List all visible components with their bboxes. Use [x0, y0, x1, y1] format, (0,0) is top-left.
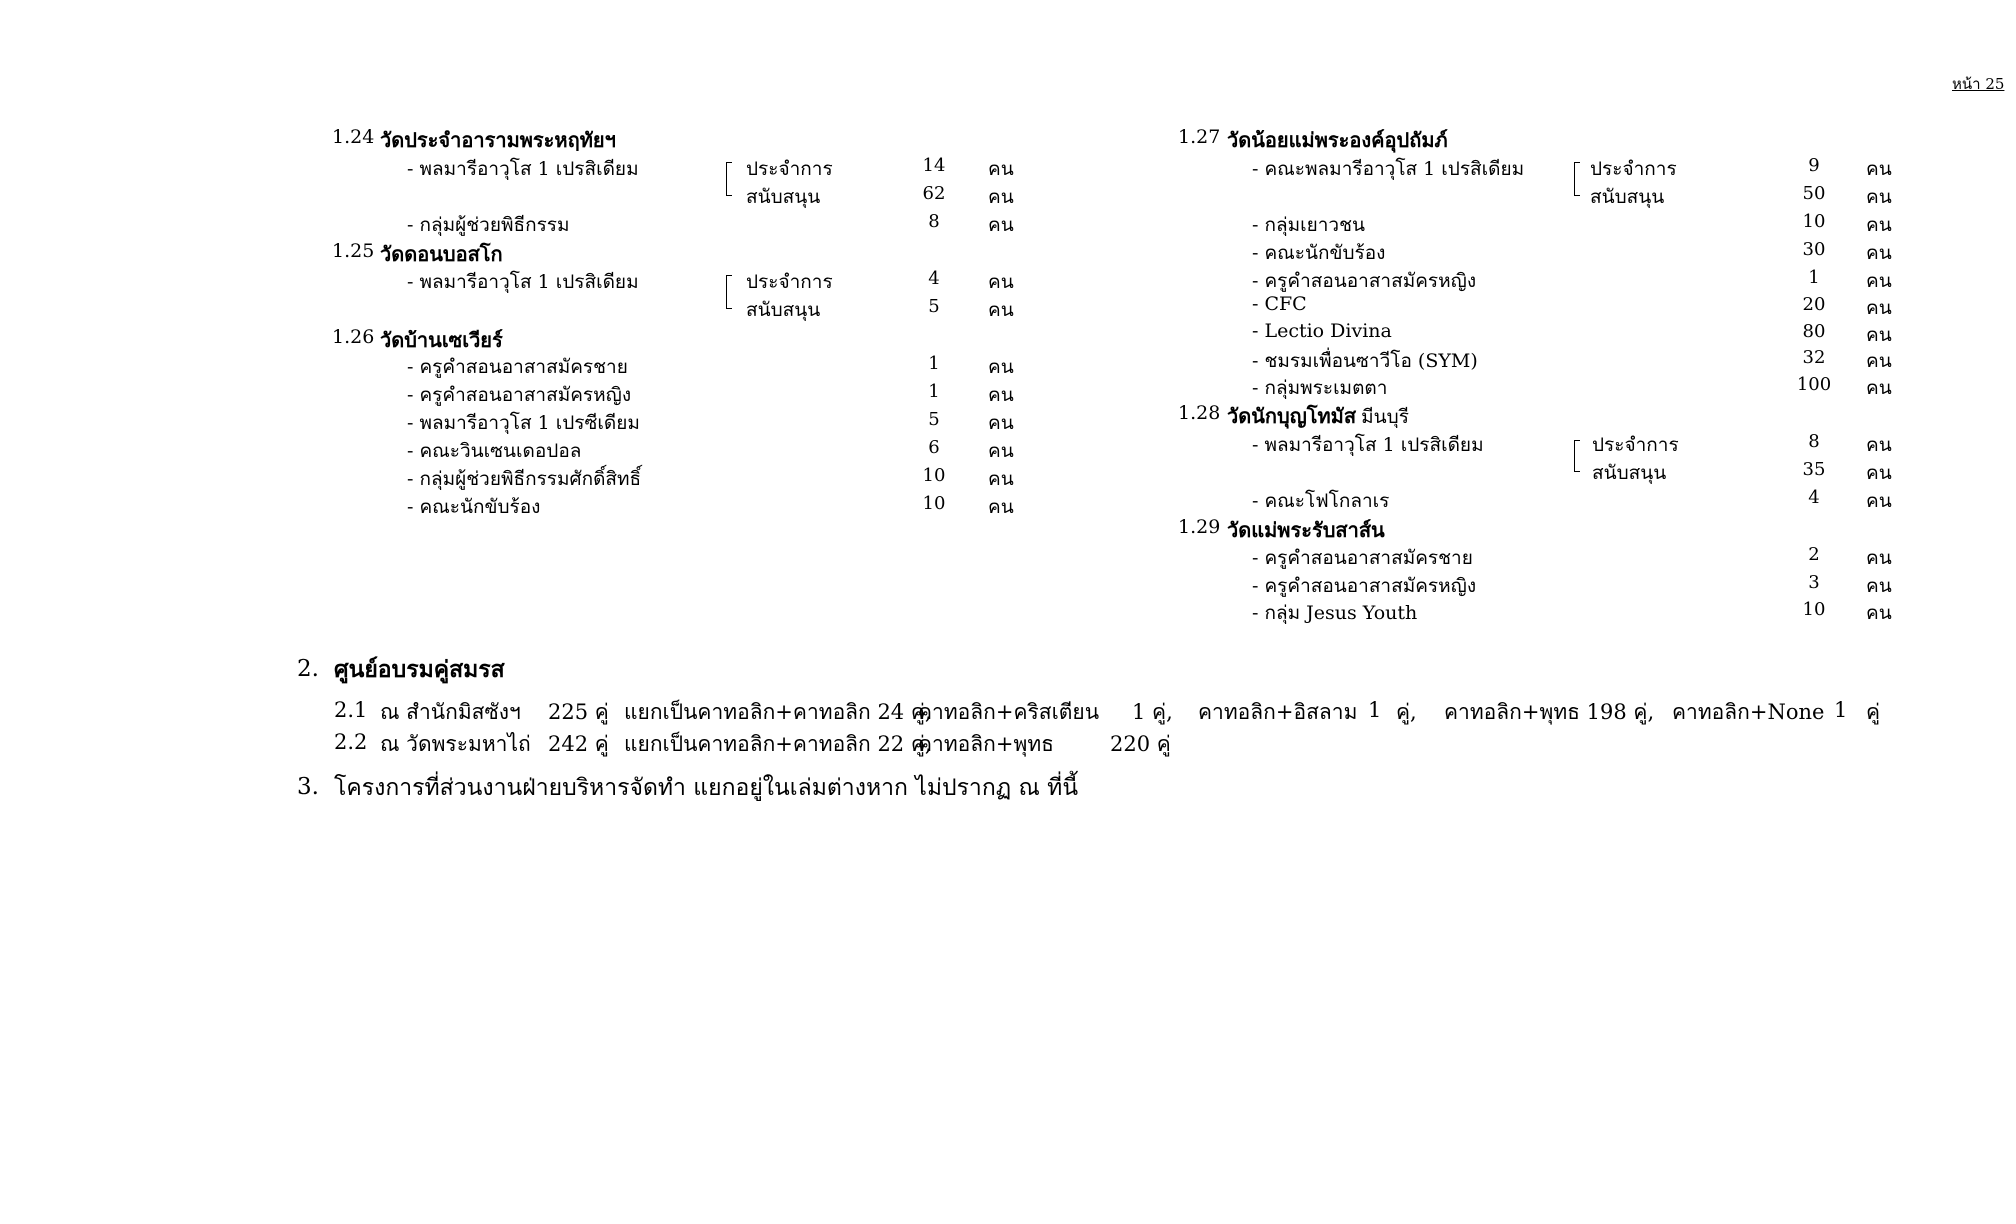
unit-label: คน [988, 412, 1014, 434]
group-label: - กลุ่มผู้ช่วยพิธีกรรมศักดิ์สิทธิ์ [407, 468, 642, 490]
unit-label: คน [1866, 547, 1892, 569]
group-label: - คณะนักขับร้อง [1252, 242, 1386, 264]
split-unit: คู่, [1396, 700, 1417, 724]
page-number: หน้า 25 [1952, 75, 2005, 93]
member-count: 1 [928, 381, 940, 402]
sub-label: ประจำการ [746, 158, 833, 180]
split-name: คาทอลิก+อิสลาม [1198, 700, 1358, 724]
split-name: คาทอลิก+None [1672, 700, 1825, 724]
member-count: 5 [928, 296, 940, 317]
group-label: - คณะนักขับร้อง [407, 496, 541, 518]
sub-label: สนับสนุน [1592, 462, 1667, 484]
place-label: ณ สำนักมิสซังฯ [380, 700, 521, 724]
member-count: 1 [1808, 267, 1820, 288]
member-count: 10 [1802, 211, 1826, 232]
member-count: 100 [1796, 374, 1832, 395]
member-count: 1 [928, 353, 940, 374]
split-intro: แยกเป็นคาทอลิก+คาทอลิก 24 คู่, [624, 700, 932, 724]
group-label: - ครูคำสอนอาสาสมัครหญิง [1252, 270, 1477, 292]
section-title: วัดแม่พระรับสาส์น [1227, 518, 1385, 542]
member-count: 35 [1802, 459, 1826, 480]
split-count: 1 [1834, 698, 1848, 722]
bracket-icon [726, 162, 732, 196]
section-title: วัดนักบุญโทมัส [1227, 404, 1357, 428]
member-count: 10 [922, 493, 946, 514]
section-number: 1.25 [332, 240, 375, 262]
member-count: 32 [1802, 347, 1826, 368]
line-number: 2.2 [334, 730, 368, 754]
section-title: ศูนย์อบรมคู่สมรส [334, 656, 505, 683]
member-count: 6 [928, 437, 940, 458]
unit-label: คน [988, 440, 1014, 462]
split-entry: คาทอลิก+พุทธ 198 คู่, [1444, 700, 1655, 724]
member-count: 62 [922, 183, 946, 204]
member-count: 4 [1808, 487, 1820, 508]
group-label: - กลุ่มผู้ช่วยพิธีกรรม [407, 214, 570, 236]
group-label: - ชมรมเพื่อนซาวีโอ (SYM) [1252, 350, 1478, 372]
section-text: โครงการที่ส่วนงานฝ่ายบริหารจัดทำ แยกอยู่ในเล่มต่างหาก ไม่ปรากฏ ณ ที่นี้ [334, 775, 1079, 801]
split-count: 1 [1368, 698, 1382, 722]
bracket-icon [726, 275, 732, 309]
unit-label: คน [1866, 324, 1892, 346]
unit-label: คน [1866, 214, 1892, 236]
sub-label: สนับสนุน [1590, 186, 1665, 208]
group-label: - ครูคำสอนอาสาสมัครหญิง [1252, 575, 1477, 597]
unit-label: คน [1866, 434, 1892, 456]
group-label: - พลมารีอาวุโส 1 เปรซีเดียม [407, 412, 640, 434]
member-count: 14 [922, 155, 946, 176]
unit-label: คน [988, 158, 1014, 180]
section-number: 1.28 [1178, 402, 1221, 424]
unit-label: คน [1866, 377, 1892, 399]
section-title: วัดน้อยแม่พระองค์อุปถัมภ์ [1227, 128, 1448, 152]
group-label: - กลุ่ม Jesus Youth [1252, 602, 1418, 624]
member-count: 4 [928, 268, 940, 289]
bracket-icon [1574, 440, 1580, 472]
member-count: 80 [1802, 321, 1826, 342]
unit-label: คน [1866, 242, 1892, 264]
sub-label: สนับสนุน [746, 186, 821, 208]
unit-label: คน [988, 214, 1014, 236]
unit-label: คน [1866, 270, 1892, 292]
group-label: - คณะโฟโกลาเร [1252, 490, 1390, 512]
member-count: 9 [1808, 155, 1820, 176]
unit-label: คน [1866, 602, 1892, 624]
split-intro: แยกเป็นคาทอลิก+คาทอลิก 22 คู่, [624, 732, 932, 756]
member-count: 50 [1802, 183, 1826, 204]
total-couples: 242 คู่ [548, 732, 609, 756]
section-number: 1.29 [1178, 516, 1221, 538]
member-count: 2 [1808, 544, 1820, 565]
group-label: - ครูคำสอนอาสาสมัครหญิง [407, 384, 632, 406]
sub-label: ประจำการ [746, 271, 833, 293]
unit-label: คน [1866, 297, 1892, 319]
bracket-icon [1574, 162, 1580, 196]
sub-label: สนับสนุน [746, 299, 821, 321]
member-count: 10 [1802, 599, 1826, 620]
unit-label: คน [988, 299, 1014, 321]
split-count: 220 คู่ [1110, 732, 1171, 756]
section-number: 1.26 [332, 326, 375, 348]
unit-label: คน [1866, 350, 1892, 372]
unit-label: คน [988, 271, 1014, 293]
sub-label: ประจำการ [1590, 158, 1677, 180]
split-count: 1 คู่, [1132, 700, 1173, 724]
unit-label: คน [1866, 158, 1892, 180]
sub-label: ประจำการ [1592, 434, 1679, 456]
split-unit: คู่ [1866, 700, 1881, 724]
member-count: 30 [1802, 239, 1826, 260]
section-number: 1.24 [332, 126, 375, 148]
group-label: - คณะวินเซนเดอปอล [407, 440, 582, 462]
unit-label: คน [1866, 490, 1892, 512]
member-count: 8 [928, 211, 940, 232]
section-number: 1.27 [1178, 126, 1221, 148]
group-label: - พลมารีอาวุโส 1 เปรสิเดียม [1252, 434, 1484, 456]
unit-label: คน [988, 468, 1014, 490]
section-title: วัดบ้านเซเวียร์ [380, 328, 503, 352]
member-count: 5 [928, 409, 940, 430]
group-label: - ครูคำสอนอาสาสมัครชาย [407, 356, 628, 378]
group-label: - CFC [1252, 293, 1307, 315]
group-label: - พลมารีอาวุโส 1 เปรสิเดียม [407, 158, 639, 180]
unit-label: คน [988, 496, 1014, 518]
line-number: 2.1 [334, 698, 368, 722]
unit-label: คน [988, 356, 1014, 378]
group-label: - กลุ่มพระเมตตา [1252, 377, 1388, 399]
total-couples: 225 คู่ [548, 700, 609, 724]
section-number: 2. [297, 656, 319, 682]
section-title: วัดประจำอารามพระหฤทัยฯ [380, 128, 616, 152]
unit-label: คน [988, 186, 1014, 208]
unit-label: คน [988, 384, 1014, 406]
split-name: คาทอลิก+คริสเตียน [918, 700, 1100, 724]
section-title-suffix: มีนบุรี [1361, 406, 1409, 428]
member-count: 10 [922, 465, 946, 486]
place-label: ณ วัดพระมหาไถ่ [380, 732, 531, 756]
group-label: - กลุ่มเยาวชน [1252, 214, 1365, 236]
section-title: วัดดอนบอสโก [380, 242, 503, 266]
group-label: - พลมารีอาวุโส 1 เปรสิเดียม [407, 271, 639, 293]
member-count: 3 [1808, 572, 1820, 593]
group-label: - ครูคำสอนอาสาสมัครชาย [1252, 547, 1473, 569]
member-count: 8 [1808, 431, 1820, 452]
split-name: คาทอลิก+พุทธ [918, 732, 1054, 756]
group-label: - Lectio Divina [1252, 320, 1392, 342]
unit-label: คน [1866, 575, 1892, 597]
unit-label: คน [1866, 462, 1892, 484]
unit-label: คน [1866, 186, 1892, 208]
group-label: - คณะพลมารีอาวุโส 1 เปรสิเดียม [1252, 158, 1525, 180]
section-number: 3. [297, 774, 319, 800]
member-count: 20 [1802, 294, 1826, 315]
